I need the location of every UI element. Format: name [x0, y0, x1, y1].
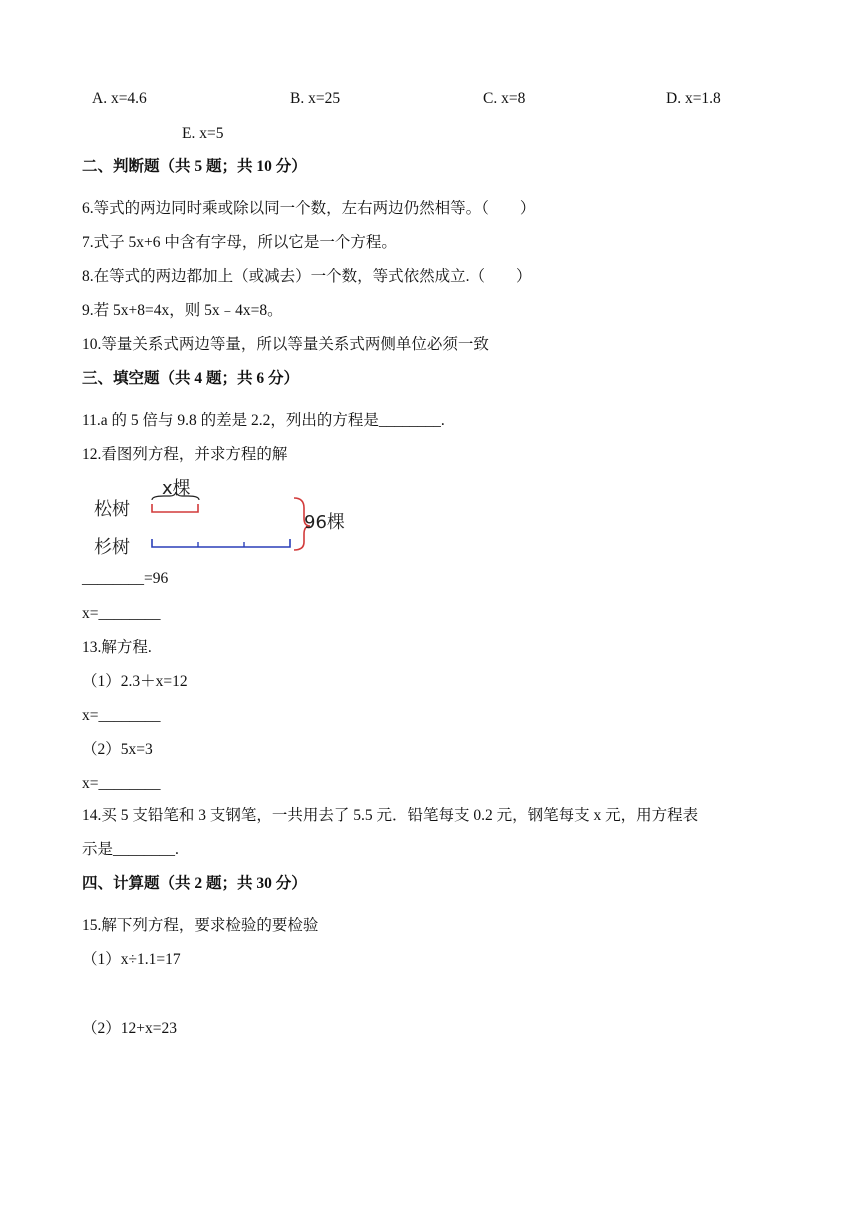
tree-count-diagram	[82, 470, 372, 560]
row-2-bar	[152, 539, 290, 547]
question-15-part-1: （1）x÷1.1=17	[82, 951, 181, 968]
diagram-top-label: x棵	[162, 478, 191, 499]
question-13-part-2: （2）5x=3	[82, 741, 153, 758]
question-13-part-2-answer: x=________	[82, 775, 161, 792]
question-8: 8.在等式的两边都加上（或减去）一个数，等式依然成立.（ ）	[82, 268, 532, 285]
question-12-solution: x=________	[82, 605, 161, 622]
section-2-title: 二、判断题（共 5 题；共 10 分）	[82, 158, 307, 175]
option-d: D. x=1.8	[666, 90, 721, 107]
option-b: B. x=25	[290, 90, 341, 107]
diagram-total-label: 96棵	[304, 512, 345, 533]
question-15-part-2: （2）12+x=23	[82, 1020, 177, 1037]
diagram-row-2-label: 杉树	[94, 537, 130, 558]
question-13-part-1-answer: x=________	[82, 707, 161, 724]
question-9: 9.若 5x+8=4x，则 5x﹣4x=8。	[82, 302, 283, 319]
question-13-part-1: （1）2.3＋x=12	[82, 673, 188, 690]
question-12-equation: ________=96	[82, 570, 169, 587]
question-14-line-2: 示是________.	[82, 841, 179, 858]
option-a: A. x=4.6	[92, 90, 147, 107]
question-15: 15.解下列方程，要求检验的要检验	[82, 917, 319, 934]
question-11: 11.a 的 5 倍与 9.8 的差是 2.2，列出的方程是________.	[82, 412, 445, 429]
question-13: 13.解方程.	[82, 639, 152, 656]
option-c: C. x=8	[483, 90, 526, 107]
section-3-title: 三、填空题（共 4 题；共 6 分）	[82, 370, 300, 387]
question-14-line-1: 14.买 5 支铅笔和 3 支钢笔，一共用去了 5.5 元．铅笔每支 0.2 元，钢笔每支 x 元，用方程表	[82, 807, 699, 824]
row-1-bar	[152, 504, 198, 512]
diagram-row-1-label: 松树	[94, 499, 130, 520]
question-10: 10.等量关系式两边等量，所以等量关系式两侧单位必须一致	[82, 336, 489, 353]
question-12: 12.看图列方程，并求方程的解	[82, 446, 288, 463]
section-4-title: 四、计算题（共 2 题；共 30 分）	[82, 875, 307, 892]
question-6: 6.等式的两边同时乘或除以同一个数，左右两边仍然相等。（ ）	[82, 200, 536, 217]
question-7: 7.式子 5x+6 中含有字母，所以它是一个方程。	[82, 234, 397, 251]
option-e: E. x=5	[182, 125, 224, 142]
